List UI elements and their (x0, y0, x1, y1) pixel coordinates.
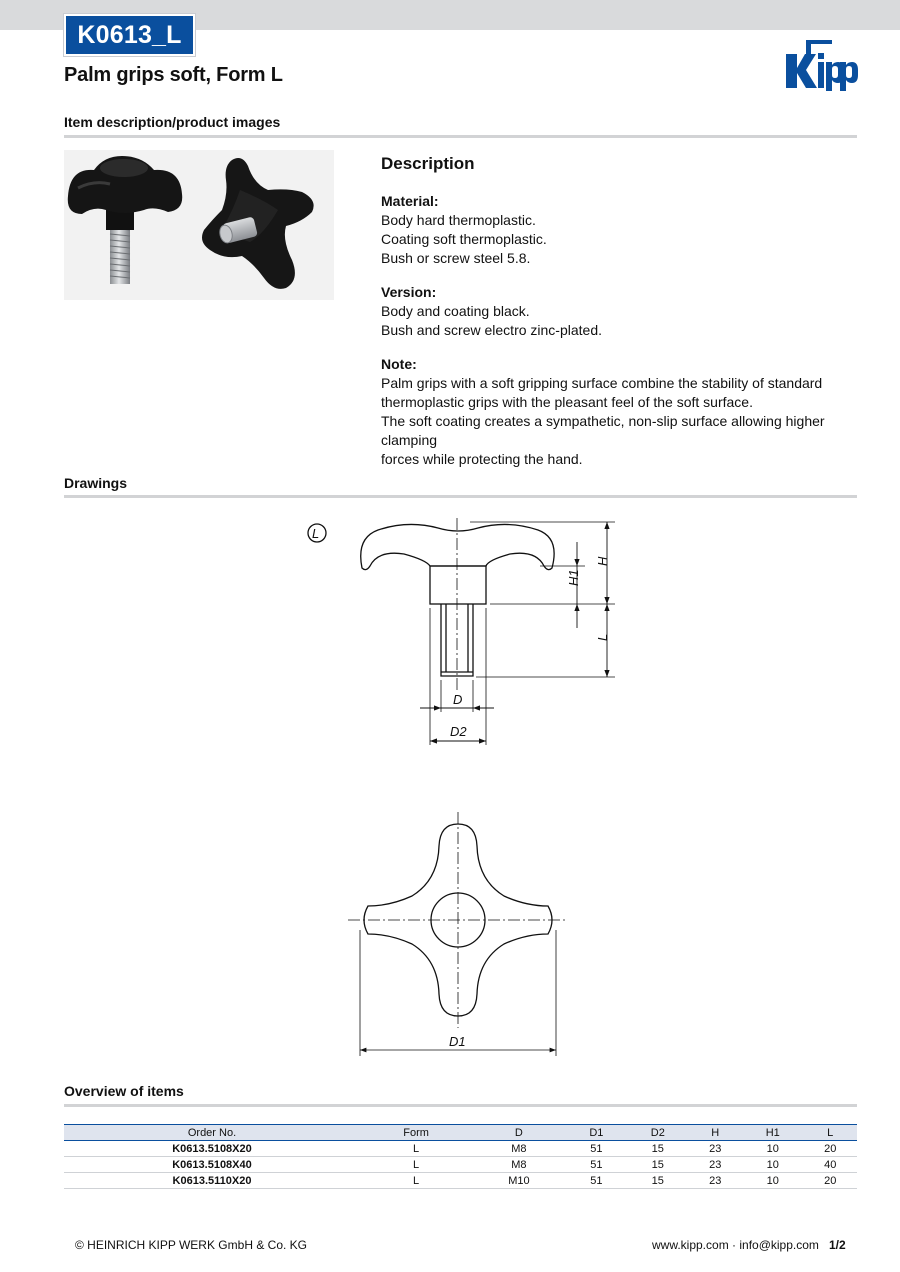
table-cell: 15 (627, 1173, 688, 1189)
table-cell: 20 (803, 1141, 857, 1157)
table-cell: M10 (472, 1173, 566, 1189)
grip-top-bore (431, 893, 485, 947)
note-block (381, 355, 861, 469)
column-header: H (689, 1125, 743, 1141)
grip-top-outline (364, 824, 552, 1016)
form-indicator-circle (308, 524, 326, 542)
section-divider (64, 135, 857, 138)
table-row (64, 1157, 857, 1173)
dim-label-d2: D2 (450, 724, 467, 739)
table-cell: 10 (742, 1173, 803, 1189)
table-cell: L (360, 1157, 472, 1173)
table-cell: L (360, 1173, 472, 1189)
form-label: L (312, 526, 320, 541)
table-cell: L (360, 1141, 472, 1157)
section-divider (64, 495, 857, 498)
kipp-logo (784, 38, 858, 92)
column-header: Form (360, 1125, 472, 1141)
table-cell: M8 (472, 1157, 566, 1173)
column-header: L (803, 1125, 857, 1141)
material-line: Bush or screw steel 5.8. (381, 250, 531, 266)
column-header: D1 (566, 1125, 627, 1141)
page-title: Palm grips soft, Form L (64, 64, 283, 86)
column-header: H1 (742, 1125, 803, 1141)
column-header: D (472, 1125, 566, 1141)
column-header: Order No. (64, 1125, 360, 1141)
description-heading: Description (381, 154, 475, 173)
table-cell: K0613.5108X20 (64, 1141, 360, 1157)
section-divider (64, 1104, 857, 1107)
table-cell: K0613.5110X20 (64, 1173, 360, 1189)
dim-label-d: D (453, 692, 463, 707)
table-header-row (64, 1125, 857, 1141)
note-label: Note: (381, 356, 417, 372)
table-cell: 51 (566, 1157, 627, 1173)
grip-bush (430, 566, 486, 604)
table-row (64, 1173, 857, 1189)
table-row (64, 1141, 857, 1157)
column-header: D2 (627, 1125, 688, 1141)
table-cell: 23 (689, 1157, 743, 1173)
table-cell: K0613.5108X40 (64, 1157, 360, 1173)
footer-contact: www.kipp.com · info@kipp.com (652, 1238, 819, 1252)
dim-label-d1: D1 (449, 1034, 466, 1049)
table-cell: 10 (742, 1141, 803, 1157)
version-block (381, 283, 861, 340)
table-cell: 10 (742, 1157, 803, 1173)
grip-screw (441, 604, 473, 676)
version-label: Version: (381, 284, 437, 300)
description-block (381, 154, 861, 484)
table-cell: 20 (803, 1173, 857, 1189)
note-line: The soft coating creates a sympathetic, non-slip surface allowing higher clamping (381, 413, 825, 448)
section-title-drawings: Drawings (64, 475, 128, 491)
table-cell: 51 (566, 1141, 627, 1157)
dim-label-h: H (595, 556, 610, 566)
section-title-item-description: Item description/product images (64, 114, 281, 130)
material-line: Body hard thermoplastic. (381, 212, 536, 228)
material-line: Coating soft thermoplastic. (381, 231, 547, 247)
table-cell: M8 (472, 1141, 566, 1157)
footer-copyright: © HEINRICH KIPP WERK GmbH & Co. KG (75, 1238, 307, 1252)
table-cell: 23 (689, 1173, 743, 1189)
note-line: forces while protecting the hand. (381, 451, 583, 467)
table-cell: 40 (803, 1157, 857, 1173)
version-line: Body and coating black. (381, 303, 530, 319)
material-label: Material: (381, 193, 439, 209)
section-title-overview: Overview of items (64, 1083, 184, 1099)
table-cell: 51 (566, 1173, 627, 1189)
material-block (381, 192, 861, 268)
product-code-badge: K0613_L (64, 14, 195, 56)
note-line: thermoplastic grips with the pleasant feel of the soft surface. (381, 394, 753, 410)
dim-label-h1: H1 (566, 569, 581, 586)
note-line: Palm grips with a soft gripping surface combine the stability of standard (381, 375, 823, 391)
grip-side-outline (361, 524, 554, 569)
table-cell: 15 (627, 1157, 688, 1173)
version-line: Bush and screw electro zinc-plated. (381, 322, 602, 338)
product-image (64, 150, 334, 300)
table-cell: 15 (627, 1141, 688, 1157)
dim-label-l: L (595, 633, 610, 641)
table-cell: 23 (689, 1141, 743, 1157)
page-number: 1/2 (829, 1238, 846, 1252)
items-table (64, 1124, 857, 1189)
